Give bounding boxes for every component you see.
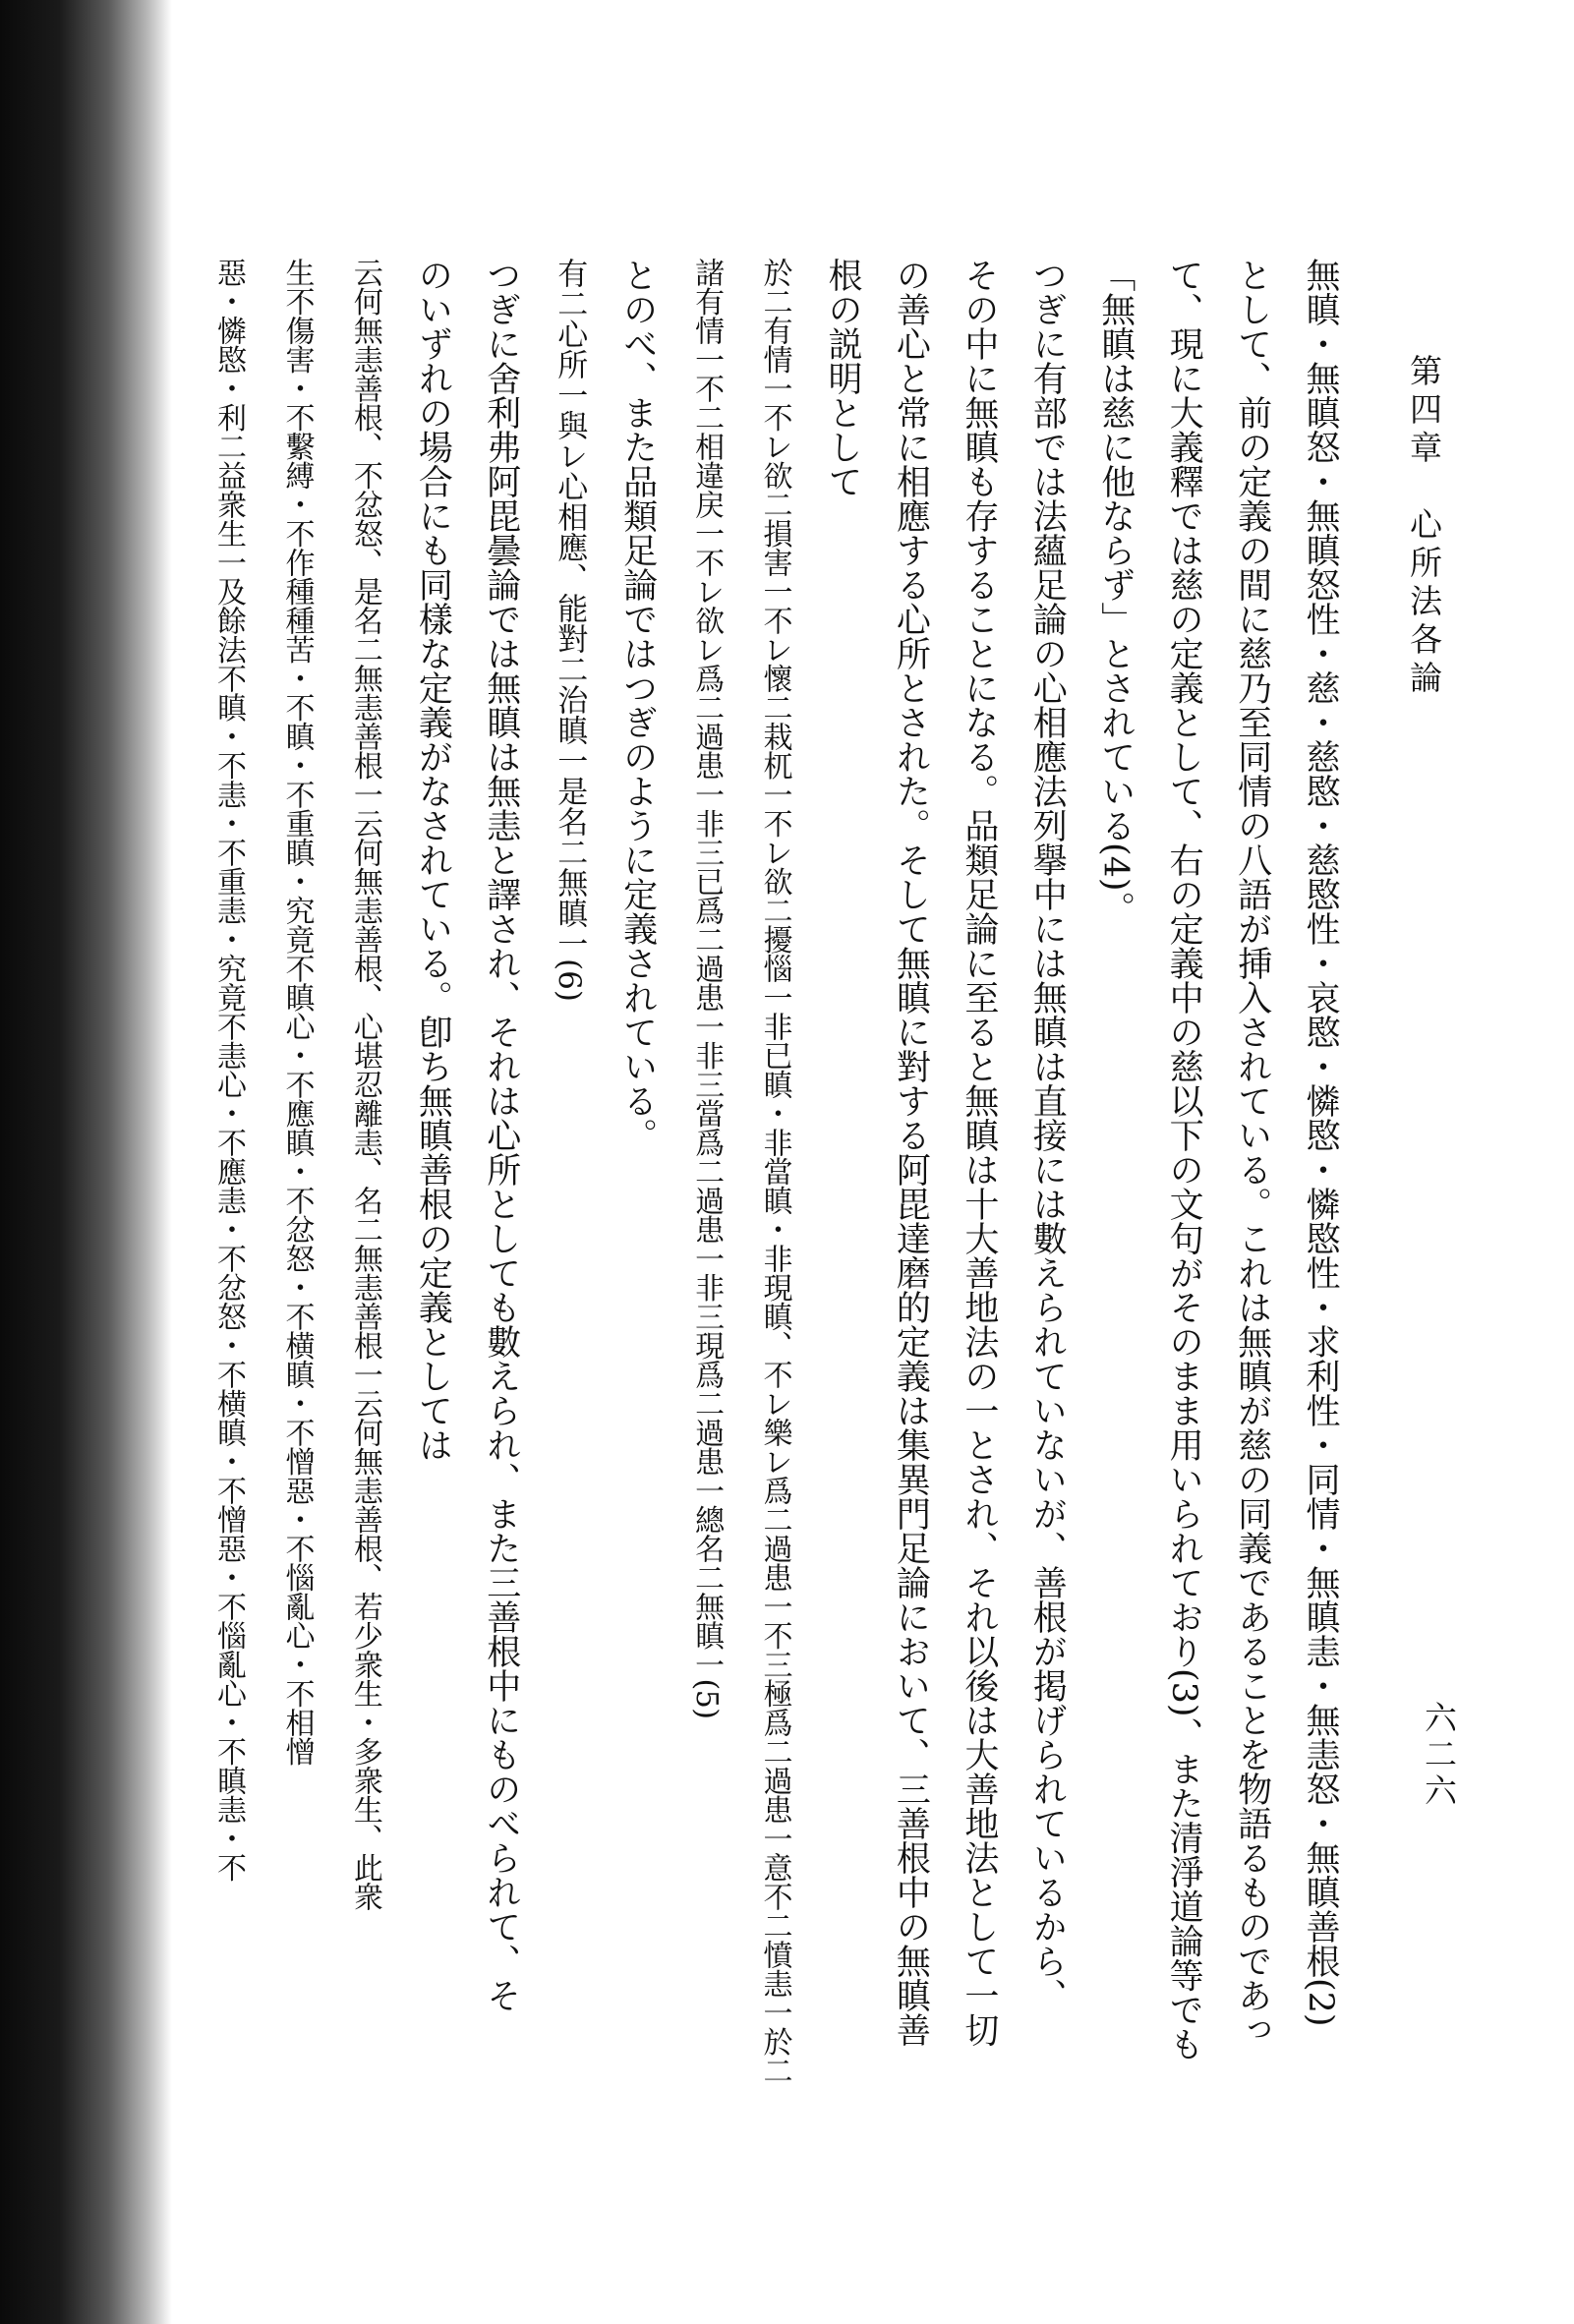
kanbun-quote-line: 云何無恚善根、不忿怒、是名二無恚善根一云何無恚善根、心堪忍離恚、名二無恚善根一云何無恚善根、若少衆生・多衆生、此衆	[347, 258, 382, 1911]
running-head: 第四章 心所法各論	[1405, 354, 1443, 699]
kanbun-quote-line: 生不傷害・不繫縛・不作種種苦・不瞋・不重瞋・究竟不瞋心・不應瞋・不忿怒・不横瞋・不憎惡・不惱亂心・不相憎	[279, 258, 315, 1766]
scanned-page-edge	[0, 0, 172, 2324]
text-line: その中に無瞋も存することになる。品類足論に至ると無瞋は十大善地法の一とされ、それ以後は大善地法として一切	[959, 258, 999, 2047]
text-line: 「無瞋は慈に他ならず」とされている(4)。	[1095, 258, 1136, 926]
text-line: とのべ、また品類足論ではつぎのように定義されている。	[617, 258, 658, 1152]
text-line: つぎに舍利弗阿毘曇論では無瞋は無恚と譯され、それは心所としても數えられ、また三善根中にものべられて、そ	[481, 258, 521, 2012]
text-line: として、前の定義の間に慈乃至同情の八語が挿入されている。これは無瞋が慈の同義であることを物語るものであっ	[1232, 258, 1272, 2047]
body-text	[197, 258, 1352, 2106]
page-number: 六二六	[1420, 1701, 1458, 1810]
text-line: 無瞋・無瞋怒・無瞋怒性・慈・慈愍・慈愍性・哀愍・憐愍・憐愍性・求利性・同情・無瞋恚・無恚怒・無瞋善根(2)	[1301, 258, 1340, 2027]
kanbun-quote-line: 惡・憐愍・利二益衆生一及餘法不瞋・不恚・不重恚・究竟不恚心・不應恚・不忿怒・不横瞋・不憎惡・不惱亂心・不瞋恚・不	[211, 258, 246, 1882]
text-line: のいずれの場合にも同樣な定義がなされている。卽ち無瞋善根の定義としては	[413, 258, 453, 1462]
kanbun-quote-line: 諸有情一不二相違戻一不レ欲レ爲二過患一非三已爲二過患一非三當爲二過患一非三現爲二過患一總名二無瞋一(5)	[689, 258, 725, 1719]
kanbun-quote-line: 有二心所一與レ心相應、能對二治瞋一是名二無瞋一(6)	[552, 258, 588, 1002]
text-line: て、現に大義釋では慈の定義として、右の定義中の慈以下の文句がそのまま用いられており(3)、また清淨道論等でも	[1164, 258, 1204, 2062]
kanbun-quote-line: 於二有情一不レ欲二損害一不レ懷二栽杌一不レ欲二擾惱一非已瞋・非當瞋・非現瞋、不レ樂レ爲二過患一不三極爲二過患一意不二憤恚一於二	[757, 258, 792, 2085]
text-line: つぎに有部では法蘊足論の心相應法列擧中には無瞋は直接には數えられていないが、善根が掲げられているから、	[1027, 258, 1068, 2012]
text-line: の善心と常に相應する心所とされた。そして無瞋に對する阿毘達磨的定義は集異門足論において、三善根中の無瞋善	[891, 258, 931, 2047]
text-line: 根の説明として	[822, 258, 862, 498]
